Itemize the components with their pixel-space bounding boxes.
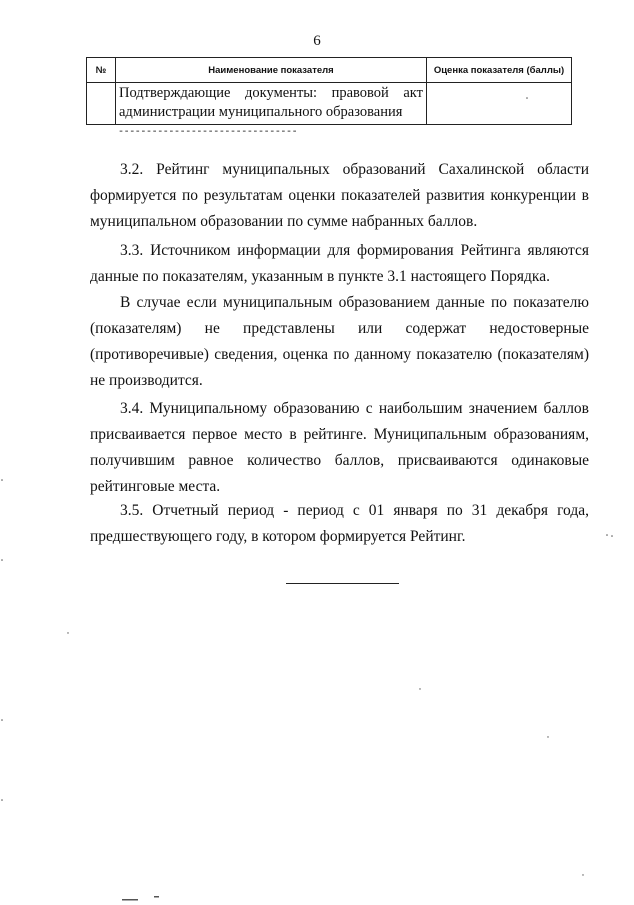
column-header-score: Оценка показателя (баллы) bbox=[427, 58, 572, 83]
paragraph-missing-data: В случае если муниципальным образованием данные по показателю (показателям) не представлены или содержат недостоверные (противоречивые) сведения, оценка по данному показателю (показателям) не производится. bbox=[90, 294, 589, 389]
paragraph-3-3: 3.3. Источником информации для формирования Рейтинга являются данные по показателям, указанным в пункте 3.1 настоящего Порядка. bbox=[90, 242, 589, 285]
paragraph-3-4: 3.4. Муниципальному образованию с наибольшим значением баллов присваивается первое место в рейтинге. Муниципальным образованиям, получившим равное количество баллов, присваиваются одинаковые рейтинговые места. bbox=[90, 400, 589, 495]
paragraph-3-2: 3.2. Рейтинг муниципальных образований Сахалинской области формируется по результатам оценки показателей развития конкуренции в муниципальном образовании по сумме набранных баллов. bbox=[90, 161, 589, 230]
page-number: 6 bbox=[313, 33, 321, 49]
column-header-name: Наименование показателя bbox=[116, 58, 427, 83]
footnote-separator: -------------------------------- bbox=[118, 127, 298, 138]
column-header-number: № bbox=[87, 58, 116, 83]
cell-indicator-name: Подтверждающие документы: правовой акт администрации муниципального образования bbox=[116, 83, 427, 125]
paragraph-3-5: 3.5. Отчетный период - период с 01 января по 31 декабря года, предшествующего году, в котором формируется Рейтинг. bbox=[90, 502, 589, 545]
